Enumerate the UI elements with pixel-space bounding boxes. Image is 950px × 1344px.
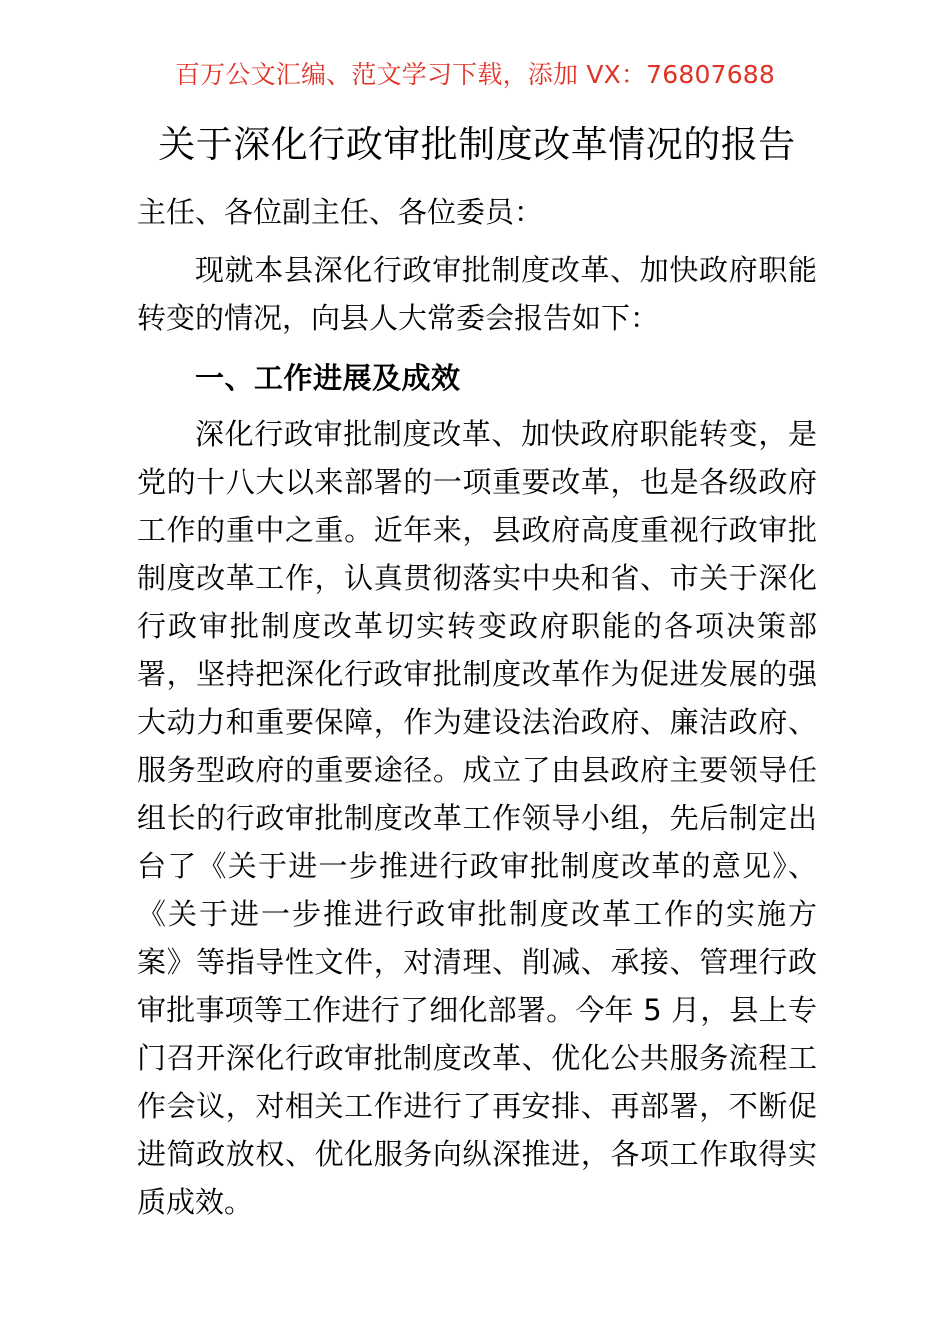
page-title: 关于深化行政审批制度改革情况的报告: [158, 123, 796, 166]
promo-banner: [0, 58, 950, 92]
document-body: [137, 118, 817, 1232]
salutation: 主任、各位副主任、各位委员：: [137, 195, 544, 229]
section-1-paragraph-1: 深化行政审批制度改革、加快政府职能转变，是党的十八大以来部署的一项重要改革，也是各级政府工作的重中之重。近年来，县政府高度重视行政审批制度改革工作，认真贯彻落实中央和省、市关于深化行政审批制度改革切实转变政府职能的各项决策部署，坚持把深化行政审批制度改革作为促进发展的强大动力和重要保障，作为建设法治政府、廉洁政府、服务型政府的重要途径。成立了由县政府主要领导任组长的行政审批制度改革工作领导小组，先后制定出台了《关于进一步推进行政审批制度改革的意见》、《关于进一步推进行政审批制度改革工作的实施方案》等指导性文件，对清理、削减、承接、管理行政审批事项等工作进行了细化部署。今年 5 月，县上专门召开深化行政审批制度改革、优化公共服务流程工作会议，对相关工作进行了再安排、再部署，不断促进简政放权、优化服务向纵深推进，各项工作取得实质成效。: [137, 417, 817, 1219]
section-heading-1: 一、工作进展及成效: [195, 361, 461, 395]
promo-text: 百万公文汇编、范文学习下载，添加 VX：76807688: [174, 60, 776, 89]
intro-paragraph: 现就本县深化行政审批制度改革、加快政府职能转变的情况，向县人大常委会报告如下：: [137, 253, 817, 335]
